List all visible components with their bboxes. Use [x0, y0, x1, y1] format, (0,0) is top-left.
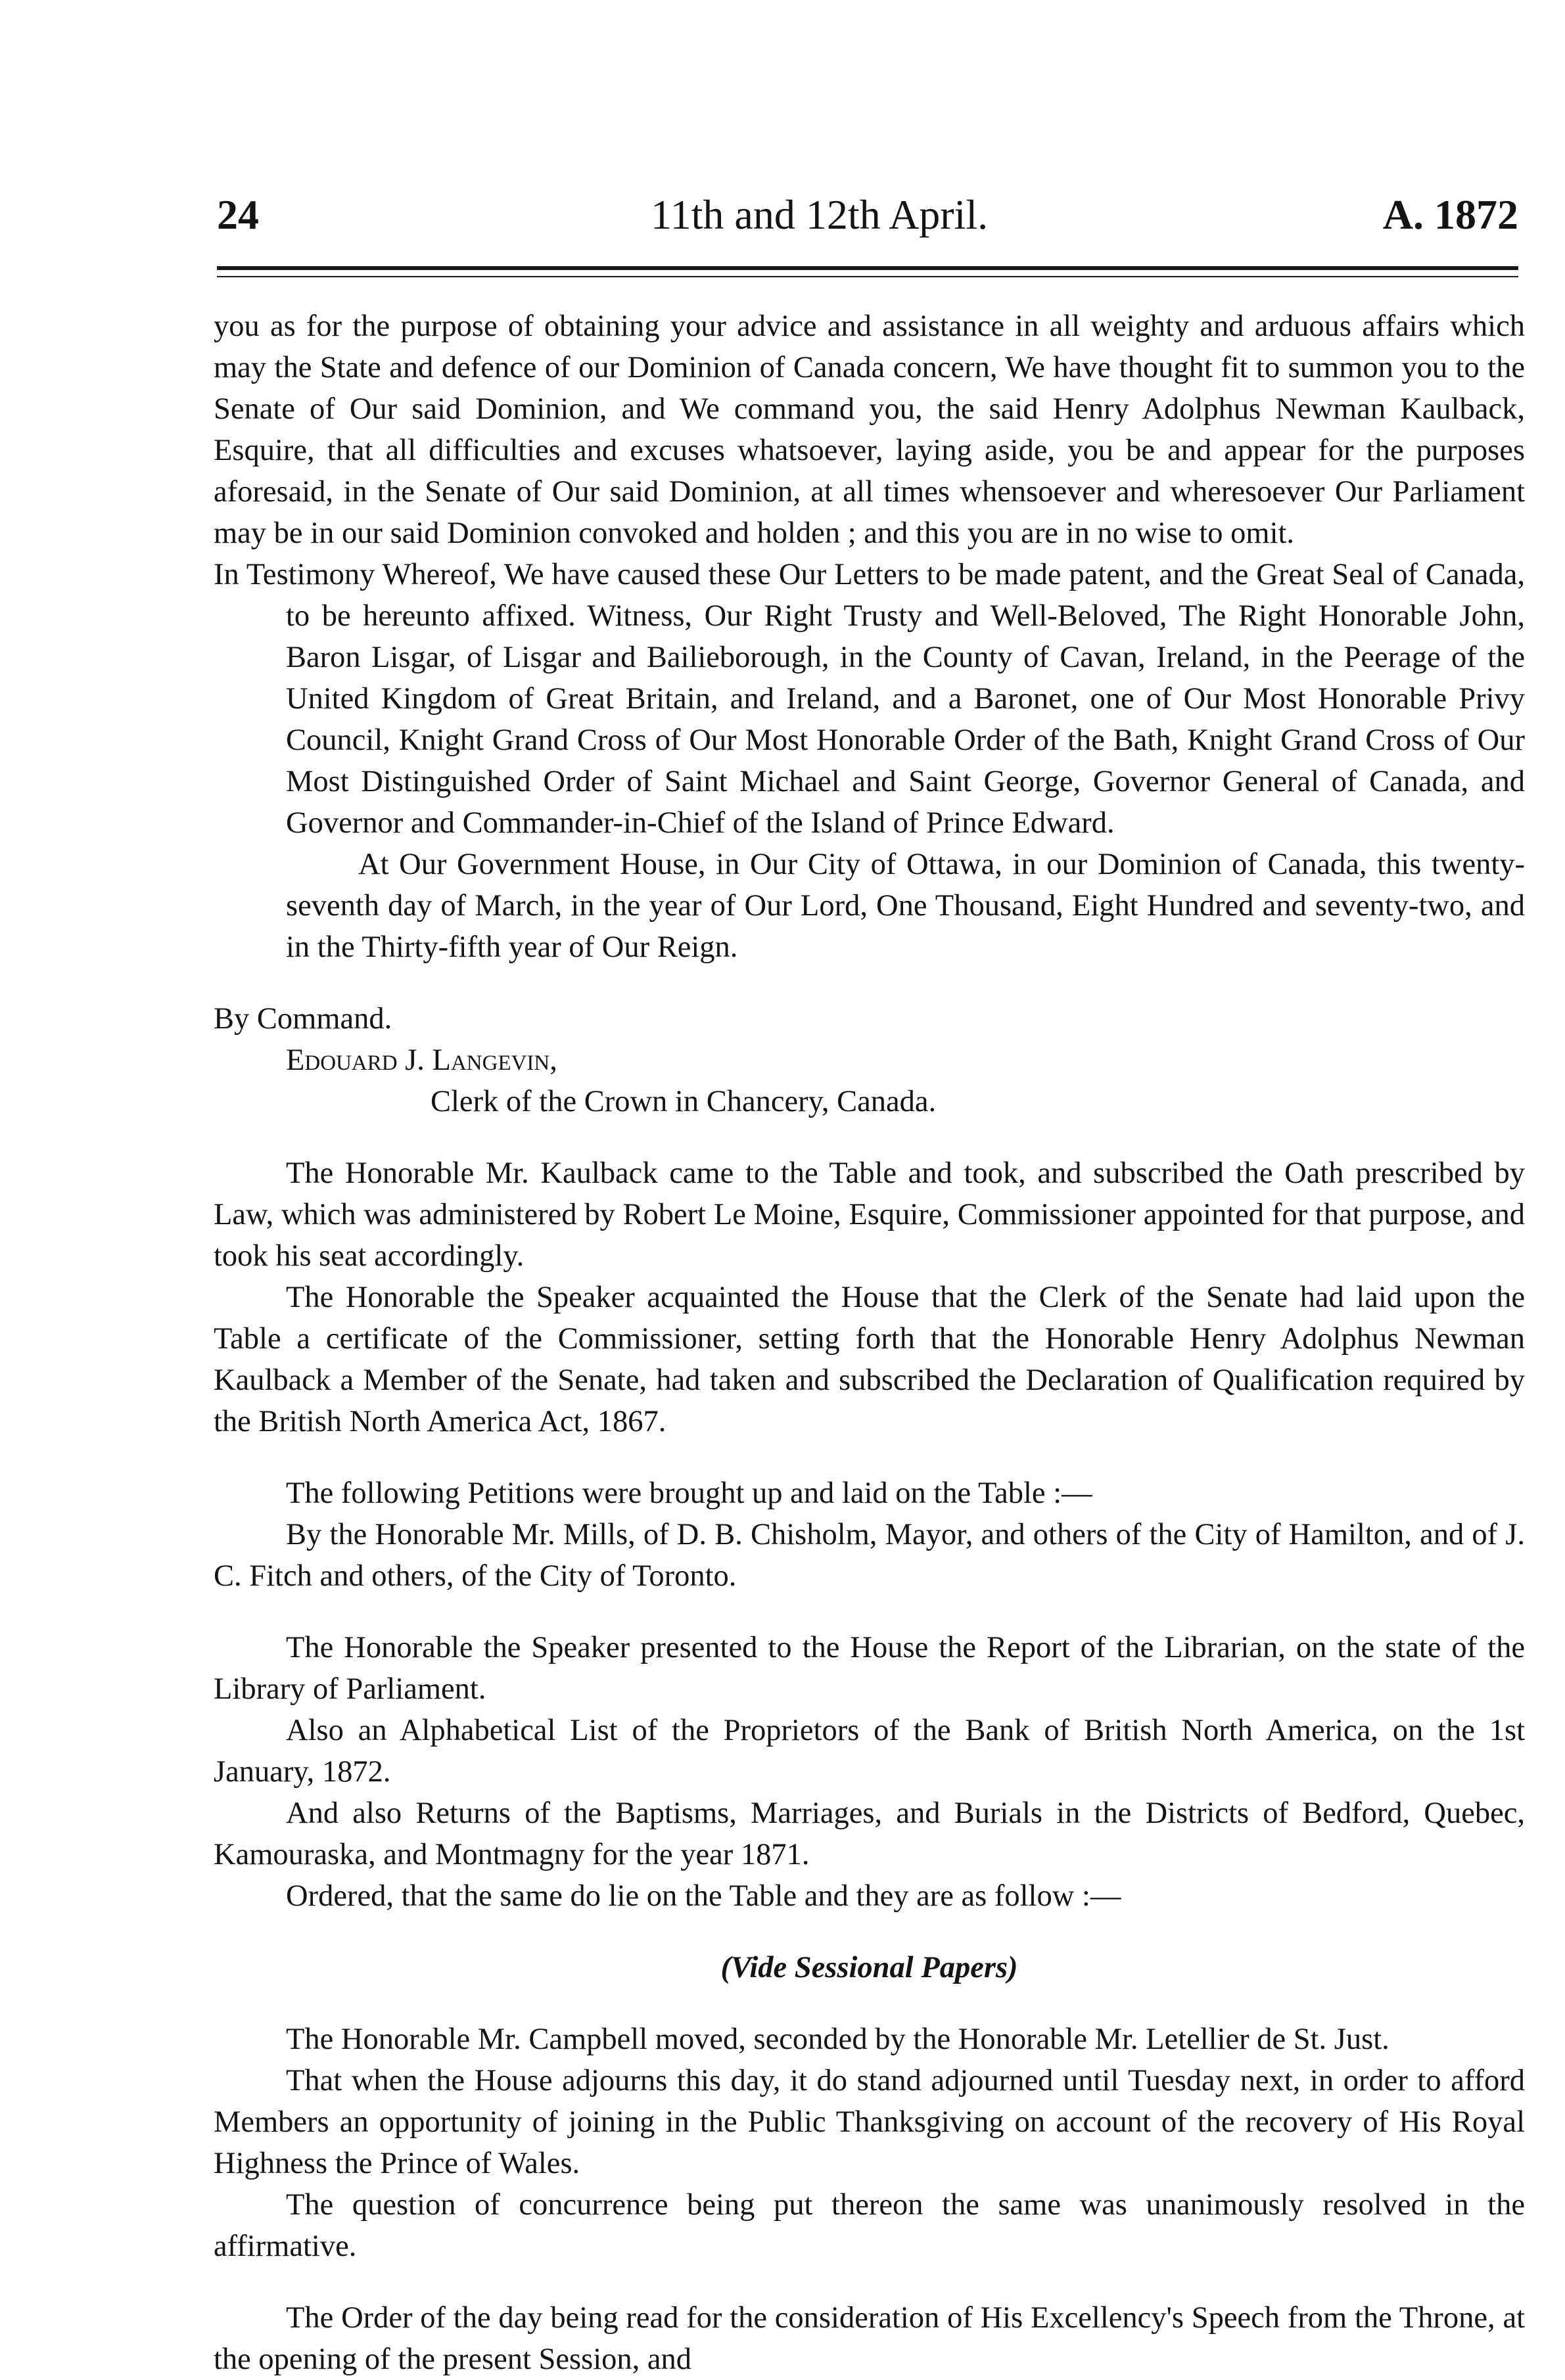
header-rule-thick: [217, 266, 1518, 270]
signatory-title: Clerk of the Crown in Chancery, Canada.: [431, 1085, 937, 1118]
paragraph-bank-list: Also an Alphabetical List of the Proprietors of the Bank of British North America, on the 1st January, 1872.: [214, 1714, 1525, 1789]
vide-sessional-papers: (Vide Sessional Papers): [720, 1951, 1018, 1984]
paragraph-petitions-detail: By the Honorable Mr. Mills, of D. B. Chisholm, Mayor, and others of the City of Hamilton, and of J. C. Fitch and others, of the City of Toronto.: [214, 1518, 1525, 1593]
paragraph-librarian-report: The Honorable the Speaker presented to the House the Report of the Librarian, on the state of the Library of Parliament.: [214, 1631, 1525, 1706]
paragraph-concurrence: The question of concurrence being put thereon the same was unanimously resolved in the affirmative.: [214, 2188, 1525, 2263]
paragraph-certificate: The Honorable the Speaker acquainted the House that the Clerk of the Senate had laid upon the Table a certificate of the Commissioner, setting forth that the Honorable Henry Adolphus Newman Kaulback a Member of the Senate, had taken and subscribed the Declaration of Qualification required by the British North America Act, 1867.: [214, 1281, 1525, 1438]
paragraph-testimony: In Testimony Whereof, We have caused these Our Letters to be made patent, and the Great Seal of Canada, to be hereunto affixed. Witness, Our Right Trusty and Well-Beloved, The Right Honorable John, Baron Lisgar, of Lisgar and Bailieborough, in the County of Cavan, Ireland, in the Peerage of the United Kingdom of Great Britain, and Ireland, and a Baronet, one of Our Most Honorable Privy Council, Knight Grand Cross of Our Most Honorable Order of the Bath, Knight Grand Cross of Our Most Distinguished Order of Saint Michael and Saint George, Governor General of Canada, and Governor and Commander-in-Chief of the Island of Prince Edward.: [214, 558, 1525, 840]
paragraph-oath: The Honorable Mr. Kaulback came to the Table and took, and subscribed the Oath prescribed by Law, which was administered by Robert Le Moine, Esquire, Commissioner appointed for that purpose, and took his seat accordingly.: [214, 1156, 1525, 1273]
document-body: [214, 306, 1525, 2380]
header-year: A. 1872: [1382, 191, 1518, 238]
page-header: [217, 191, 1518, 256]
header-rule-thin: [217, 276, 1518, 277]
header-date: 11th and 12th April.: [651, 191, 989, 238]
signatory-name: Edouard J. Langevin,: [286, 1043, 557, 1077]
paragraph-motion: The Honorable Mr. Campbell moved, seconded by the Honorable Mr. Letellier de St. Just.: [286, 2023, 1390, 2056]
paragraph-adjournment: That when the House adjourns this day, it do stand adjourned until Tuesday next, in order to afford Members an opportunity of joining in the Public Thanksgiving on account of the recovery of His Royal Highness the Prince of Wales.: [214, 2064, 1525, 2180]
paragraph-summons: you as for the purpose of obtaining your advice and assistance in all weighty and arduous affairs which may the State and defence of our Dominion of Canada concern, We have thought fit to summon you to the Senate of Our said Dominion, and We command you, the said Henry Adolphus Newman Kaulback, Esquire, that all difficulties and excuses whatsoever, laying aside, you be and appear for the purposes aforesaid, in the Senate of Our said Dominion, at all times whensoever and wheresoever Our Parliament may be in our said Dominion convoked and holden ; and this you are in no wise to omit.: [214, 309, 1525, 550]
paragraph-government-house: At Our Government House, in Our City of Ottawa, in our Dominion of Canada, this twenty-seventh day of March, in the year of Our Lord, One Thousand, Eight Hundred and seventy-two, and in the Thirty-fifth year of Our Reign.: [286, 848, 1525, 964]
paragraph-returns: And also Returns of the Baptisms, Marriages, and Burials in the Districts of Bedford, Quebec, Kamouraska, and Montmagny for the year 1871.: [214, 1796, 1525, 1871]
page-number: 24: [217, 191, 259, 238]
paragraph-ordered: Ordered, that the same do lie on the Table and they are as follow :—: [286, 1879, 1121, 1913]
paragraph-order-of-day: The Order of the day being read for the consideration of His Excellency's Speech from the Throne, at the opening of the present Session, and: [214, 2301, 1525, 2376]
by-command: By Command.: [214, 1002, 392, 1036]
paragraph-petitions: The following Petitions were brought up and laid on the Table :—: [286, 1476, 1092, 1510]
